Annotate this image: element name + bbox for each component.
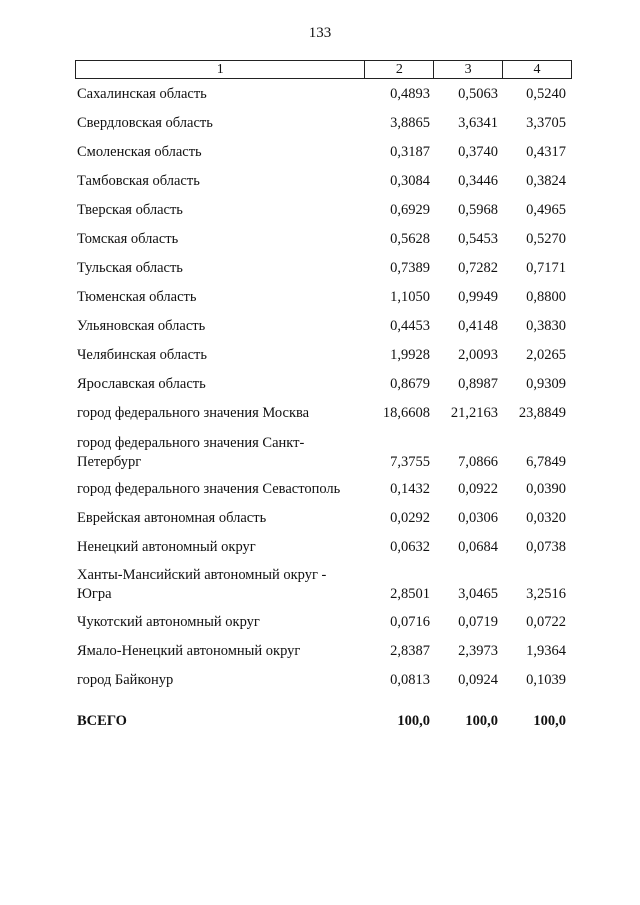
value-col-3: 0,9949 xyxy=(458,289,498,305)
value-col-2: 0,4893 xyxy=(390,86,430,102)
region-name: город федерального значения Москва xyxy=(77,405,310,421)
region-name: Ямало-Ненецкий автономный округ xyxy=(77,643,301,659)
value-col-3: 0,0924 xyxy=(458,672,498,688)
total-col-2: 100,0 xyxy=(397,713,430,729)
value-col-2: 1,9928 xyxy=(390,347,430,363)
region-name: Тамбовская область xyxy=(77,173,200,189)
value-col-3: 2,3973 xyxy=(458,643,498,659)
value-col-4: 3,3705 xyxy=(526,115,566,131)
value-col-2: 0,0716 xyxy=(390,614,430,630)
value-col-2: 0,0813 xyxy=(390,672,430,688)
value-col-4: 0,5240 xyxy=(526,86,566,102)
region-name: Ярославская область xyxy=(77,376,206,392)
value-col-2: 1,1050 xyxy=(390,289,430,305)
value-col-4: 0,4965 xyxy=(526,202,566,218)
region-name: Челябинская область xyxy=(77,347,207,363)
region-name: Свердловская область xyxy=(77,115,213,131)
value-col-4: 3,2516 xyxy=(526,586,566,602)
region-name: город федерального значения Севастополь xyxy=(77,481,341,497)
value-col-2: 0,4453 xyxy=(390,318,430,334)
region-name-line-1: Ханты-Мансийский автономный округ - xyxy=(77,567,327,583)
region-name: Тульская область xyxy=(77,260,183,276)
region-name-line-2: Югра xyxy=(77,586,112,602)
value-col-4: 0,0390 xyxy=(526,481,566,497)
value-col-2: 3,8865 xyxy=(390,115,430,131)
value-col-4: 0,3824 xyxy=(526,173,566,189)
column-header-3: 3 xyxy=(434,61,503,79)
value-col-3: 0,3740 xyxy=(458,144,498,160)
value-col-2: 0,0292 xyxy=(390,510,430,526)
value-col-3: 21,2163 xyxy=(450,405,498,421)
value-col-3: 3,0465 xyxy=(458,586,498,602)
region-name: Сахалинская область xyxy=(77,86,207,102)
region-name: город Байконур xyxy=(77,672,174,688)
column-header-1: 1 xyxy=(76,61,365,79)
value-col-2: 0,8679 xyxy=(390,376,430,392)
value-col-3: 0,4148 xyxy=(458,318,498,334)
value-col-4: 0,0722 xyxy=(526,614,566,630)
region-name-line-1: город федерального значения Санкт- xyxy=(77,435,305,451)
value-col-3: 3,6341 xyxy=(458,115,498,131)
value-col-3: 0,5453 xyxy=(458,231,498,247)
column-header-2: 2 xyxy=(365,61,434,79)
value-col-2: 0,3187 xyxy=(390,144,430,160)
value-col-3: 0,7282 xyxy=(458,260,498,276)
region-name: Ульяновская область xyxy=(77,318,206,334)
total-col-3: 100,0 xyxy=(465,713,498,729)
region-name: Ненецкий автономный округ xyxy=(77,539,256,555)
value-col-4: 2,0265 xyxy=(526,347,566,363)
value-col-4: 6,7849 xyxy=(526,454,566,470)
value-col-4: 1,9364 xyxy=(526,643,566,659)
value-col-4: 0,4317 xyxy=(526,144,566,160)
column-header-4: 4 xyxy=(503,61,572,79)
value-col-2: 0,1432 xyxy=(390,481,430,497)
value-col-3: 0,0922 xyxy=(458,481,498,497)
value-col-4: 0,1039 xyxy=(526,672,566,688)
value-col-2: 0,3084 xyxy=(390,173,430,189)
value-col-3: 0,0306 xyxy=(458,510,498,526)
value-col-4: 0,0320 xyxy=(526,510,566,526)
value-col-4: 0,7171 xyxy=(526,260,566,276)
value-col-2: 2,8501 xyxy=(390,586,430,602)
value-col-2: 18,6608 xyxy=(382,405,430,421)
region-name: Чукотский автономный округ xyxy=(77,614,260,630)
region-name: Томская область xyxy=(77,231,179,247)
region-name: Смоленская область xyxy=(77,144,202,160)
value-col-2: 2,8387 xyxy=(390,643,430,659)
region-name: Тюменская область xyxy=(77,289,197,305)
region-name: Тверская область xyxy=(77,202,183,218)
value-col-2: 7,3755 xyxy=(390,454,430,470)
value-col-3: 0,8987 xyxy=(458,376,498,392)
column-header-row xyxy=(76,61,572,79)
value-col-4: 0,5270 xyxy=(526,231,566,247)
value-col-3: 7,0866 xyxy=(458,454,498,470)
value-col-4: 0,0738 xyxy=(526,539,566,555)
value-col-4: 0,8800 xyxy=(526,289,566,305)
value-col-4: 0,3830 xyxy=(526,318,566,334)
value-col-3: 2,0093 xyxy=(458,347,498,363)
value-col-4: 0,9309 xyxy=(526,376,566,392)
column-header-table xyxy=(75,60,572,79)
value-col-4: 23,8849 xyxy=(518,405,566,421)
value-col-2: 0,5628 xyxy=(390,231,430,247)
value-col-2: 0,7389 xyxy=(390,260,430,276)
value-col-3: 0,5063 xyxy=(458,86,498,102)
value-col-3: 0,3446 xyxy=(458,173,498,189)
page-number: 133 xyxy=(308,25,332,41)
total-label: ВСЕГО xyxy=(77,713,127,729)
value-col-3: 0,5968 xyxy=(458,202,498,218)
region-name-line-2: Петербург xyxy=(77,454,142,470)
value-col-3: 0,0719 xyxy=(458,614,498,630)
value-col-2: 0,0632 xyxy=(390,539,430,555)
value-col-3: 0,0684 xyxy=(458,539,498,555)
region-name: Еврейская автономная область xyxy=(77,510,267,526)
total-col-4: 100,0 xyxy=(533,713,566,729)
value-col-2: 0,6929 xyxy=(390,202,430,218)
